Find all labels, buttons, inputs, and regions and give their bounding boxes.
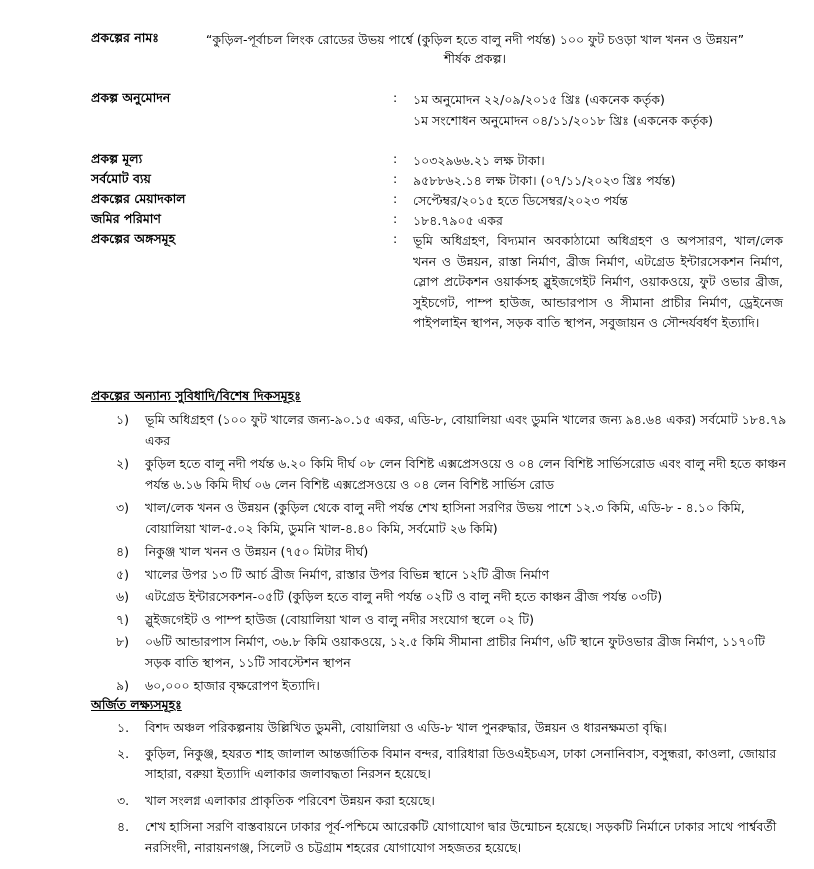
item-number: ১) — [116, 412, 129, 427]
list-item — [91, 542, 791, 563]
list-item — [91, 610, 791, 631]
achievements-heading: অর্জিত লক্ষ্যসমূহঃ — [91, 697, 182, 712]
info-label: প্রকল্প মূল্য — [91, 151, 143, 166]
item-number: ৭) — [116, 611, 130, 627]
item-text: বিশদ অঞ্চল পরিকল্পনায় উল্লিখিত ডুমনী, বোয়ালিয়া ও এডি-৮ খাল পুনরুদ্ধার, উন্নয়ন ও ধারনক্ষমতা বৃদ্ধি। — [145, 720, 667, 735]
achievements-list — [91, 718, 791, 858]
item-text: নিকুঞ্জ খাল খনন ও উন্নয়ন (৭৫০ মিটার দীর্ঘ) — [145, 544, 369, 559]
features-heading: প্রকল্পের অন্যান্য সুবিধাদি/বিশেষ দিকসমূহঃ — [91, 388, 301, 403]
item-number: ৫) — [116, 566, 129, 582]
info-value: ১০৩২৯৬৬.২১ লক্ষ টাকা। — [413, 153, 545, 168]
info-label: জমির পরিমাণ — [91, 211, 161, 226]
list-item — [91, 498, 791, 539]
list-item — [91, 718, 791, 739]
info-value: ভূমি অধিগ্রহণ, বিদ্যমান অবকাঠামো অধিগ্রহণ ও অপসারণ, খাল/লেক খনন ও উন্নয়ন, রাস্তা নির্মাণ, ব্রীজ নির্মাণ, এটগ্রেড ইন্টারসেকশন নির্মাণ, স্লোপ প্রটেকশন ওয়ার্কসহ স্লুইজগেইট নির্মাণ, ওয়াকওয়ে, ফুট ওভার ব্রীজ, সুইচগেট, পাম্প হাউজ, আন্ডারপাস ও সীমানা প্রাচীর নির্মাণ, ড্রেইনেজ পাইপলাইন স্থাপন, সড়ক বাতি স্থাপন, সবুজায়ন ও সৌন্দর্যবর্ধণ ইত্যাদি। — [413, 233, 783, 330]
item-number: ৪) — [116, 544, 129, 559]
list-item — [91, 791, 791, 812]
info-label: প্রকল্পের অঙ্গসমূহ — [91, 231, 176, 246]
project-title-label: প্রকল্পের নামঃ — [91, 30, 159, 45]
info-label: সর্বমোট ব্যয় — [91, 171, 151, 186]
item-text: খাল সংলগ্ন এলাকার প্রাকৃতিক পরিবেশ উন্নয়ন করা হয়েছে। — [145, 792, 435, 808]
item-text: ০৬টি আন্ডারপাস নির্মাণ, ৩৬.৮ কিমি ওয়াকওয়ে, ১২.৫ কিমি সীমানা প্রাচীর নির্মাণ, ৬টি স্থানে ফুটওভার ব্রীজ নির্মাণ, ১১৭০টি সড়ক বাতি স্থাপন, ১১টি সাবস্টেশন স্থাপন — [145, 634, 765, 670]
info-label: প্রকল্পের মেয়াদকাল — [91, 191, 186, 206]
item-text: কুড়িল হতে বালু নদী পর্যন্ত ৬.২০ কিমি দীর্ঘ ০৮ লেন বিশিষ্ট এক্সপ্রেসওয়ে ও ০৪ লেন বিশিষ্ট সার্ভিসরোড এবং বালু নদী হতে কাঞ্চন পর্যন্ত ৬.১৬ কিমি দীর্ঘ ০৬ লেন বিশিষ্ট এক্সপ্রেসওয়ে ও ০৪ লেন বিশিষ্ট সার্ভিস রোড — [145, 456, 786, 492]
info-value: ৯৫৮৮৬২.১৪ লক্ষ টাকা। (০৭/১১/২০২৩ খ্রিঃ পর্যন্ত) — [413, 173, 676, 188]
list-item — [91, 454, 791, 495]
item-number: ১. — [117, 720, 130, 735]
item-text: কুড়িল, নিকুঞ্জ, হযরত শাহ জালাল আন্তর্জাতিক বিমান বন্দর, বারিধারা ডিওএইচএস, ঢাকা সেনানিবাস, বসুন্ধরা, কাওলা, জোয়ার সাহারা, বরুয়া ইত্যাদি এলাকার জলাবদ্ধতা নিরসন হয়েছে। — [145, 745, 777, 781]
features-list — [91, 410, 791, 697]
info-colon: : — [393, 191, 398, 206]
item-number: ৩) — [116, 500, 130, 515]
list-item — [91, 632, 791, 673]
item-text: খাল/লেক খনন ও উন্নয়ন (কুড়িল থেকে বালু নদী পর্যন্ত শেখ হাসিনা সরণির উভয় পাশে ১২.৩ কিমি, এডি-৮ - ৪.১০ কিমি, বোয়ালিয়া খাল-৫.০২ কিমি, ডুমনি খাল-৪.৪০ কিমি, সর্বমোট ২৬ কিমি) — [145, 500, 745, 536]
list-item — [91, 410, 791, 451]
item-number: ৯) — [116, 678, 129, 693]
list-item — [91, 676, 791, 697]
info-colon: : — [393, 90, 398, 105]
info-colon: : — [393, 211, 398, 226]
project-title-text: “কুড়িল-পূর্বাচল লিংক রোডের উভয় পার্শ্বে (কুড়িল হতে বালু নদী পর্যন্ত) ১০০ ফুট চওড়া খাল খনন ও উন্নয়ন” শীর্ষক প্রকল্প। — [205, 32, 745, 66]
info-colon: : — [393, 231, 398, 246]
item-number: ৪. — [117, 819, 130, 834]
info-value: ১ম অনুমোদন ২২/০৯/২০১৫ খ্রিঃ (একনেক কর্তৃক) ১ম সংশোধন অনুমোদন ০৪/১১/২০১৮ খ্রিঃ (একনেক কর্তৃক) — [413, 92, 713, 128]
info-label: প্রকল্প অনুমোদন — [91, 90, 171, 105]
item-text: ৬০,০০০ হাজার বৃক্ষরোপণ ইত্যাদি। — [145, 678, 320, 693]
list-item — [91, 744, 791, 785]
item-number: ৩. — [117, 792, 130, 808]
list-item — [91, 565, 791, 586]
item-text: ভূমি অধিগ্রহণ (১০০ ফুট খালের জন্য-৯০.১৫ একর, এডি-৮, বোয়ালিয়া এবং ডুমনি খালের জন্য ৯৪.৬৪ একর) সর্বমোট ১৮৪.৭৯ একর — [145, 412, 787, 448]
item-number: ৮) — [116, 634, 129, 649]
info-colon: : — [393, 171, 398, 186]
item-number: ৬) — [116, 589, 130, 604]
list-item — [91, 817, 791, 858]
item-number: ২. — [117, 745, 130, 761]
item-text: খালের উপর ১৩ টি আর্চ ব্রীজ নির্মাণ, রাস্তার উপর বিভিন্ন স্থানে ১২টি ব্রীজ নির্মাণ — [145, 566, 550, 582]
item-text: এটগ্রেড ইন্টারসেকশন-০৫টি (কুড়িল হতে বালু নদী পর্যন্ত ০২টি ও বালু নদী হতে কাঞ্চন ব্রীজ পর্যন্ত ০৩টি) — [145, 589, 663, 604]
item-number: ২) — [116, 456, 130, 471]
info-value: ১৮৪.৭৯০৫ একর — [413, 213, 503, 228]
info-value: সেপ্টেম্বর/২০১৫ হতে ডিসেম্বর/২০২৩ পর্যন্ত — [413, 193, 628, 208]
item-text: শেখ হাসিনা সরণি বাস্তবায়নে ঢাকার পূর্ব-পশ্চিমে আরেকটি যোগাযোগ দ্বার উন্মোচন হয়েছে। সড়কটি নির্মানে ঢাকার সাথে পার্শ্ববর্তী নরসিংদী, নারায়নগঞ্জ, সিলেট ও চট্টগ্রাম শহরের যোগাযোগ সহজতর হয়েছে। — [145, 819, 777, 855]
info-colon: : — [393, 151, 398, 166]
item-text: স্লুইজগেইট ও পাম্প হাউজ (বোয়ালিয়া খাল ও বালু নদীর সংযোগ স্থলে ০২ টি) — [145, 611, 534, 627]
list-item — [91, 587, 791, 608]
